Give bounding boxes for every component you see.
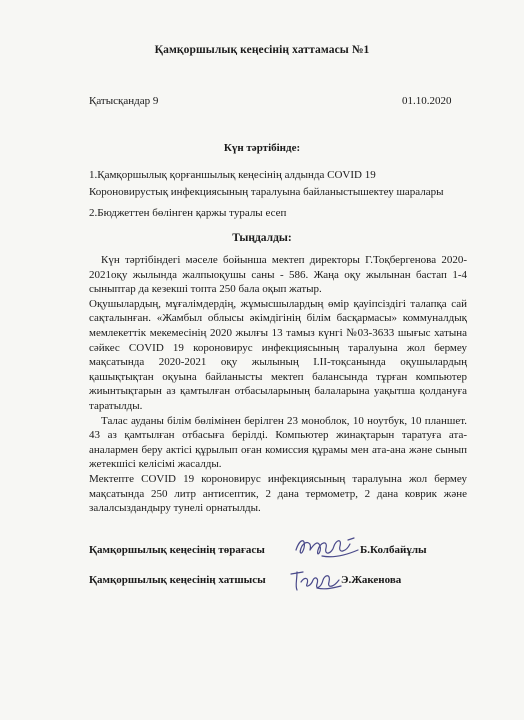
heard-heading: Тыңдалды:: [232, 232, 292, 244]
paragraph-3: Талас ауданы білім бөлімінен берілген 23 моноблок, 10 ноутбук, 10 планшет. 43 аз қамтылған отбасыға берілді. Компьютер жинақтарын таратуға ата-аналармен беру актісі құрылып оған комиссия құрамы мен ата-ана және сынып жетекшісі келісімі жасалды.: [89, 414, 467, 471]
agenda-heading: Күн тәртібінде:: [223, 142, 301, 154]
document-date: 01.10.2020: [402, 95, 452, 107]
chairman-signature-row: [89, 538, 469, 560]
attendees-count: Қатысқандар 9: [89, 95, 159, 107]
agenda-item-1-line-2: Короновирустық инфекциясының таралуына байланыстышектеу шаралары: [89, 185, 444, 198]
chairman-title: Қамқоршылық кеңесінің төрағасы: [89, 544, 265, 556]
secretary-signature-row: [89, 568, 469, 590]
paragraph-4: Мектепте COVID 19 короновирус инфекциясының таралуына жол бермеу мақсатында 250 литр антисептик, 2 дана термометр, 2 дана коврик және залалсыздандыру тунелі орнатылды.: [89, 472, 467, 515]
minutes-body: [89, 253, 467, 516]
chairman-signature-image: [292, 532, 364, 562]
secretary-title: Қамқоршылық кеңесінің хатшысы: [89, 574, 266, 586]
secretary-name: Э.Жакенова: [341, 574, 402, 586]
paragraph-1: Күн тәртібіндегі мәселе бойынша мектеп директоры Г.Тоқбергенова 2020-2021оқу жылында жалпыоқушы саны - 586. Жаңа оқу жылынан бастап 1-4 сыныптар да кезекші топта 250 бала оқып жатыр.: [89, 254, 467, 296]
chairman-name: Б.Колбайұлы: [360, 544, 427, 556]
agenda-item-2: 2.Бюджеттен бөлінген қаржы туралы есеп: [89, 207, 287, 219]
agenda-item-1-line-1: 1.Қамқоршылық қорғаншылық кеңесінің алдында COVID 19: [89, 169, 376, 181]
agenda-item-1: [89, 167, 444, 200]
paragraph-2: Оқушылардың, мұғалімдердің, жұмысшылардың өмір қауіпсіздігі талапқа сай сақталынған. «Жамбыл облысы әкімдігінің білім басқармасы» коммуналдық мемлекеттік мекемесінің 2020 жылғы 13 тамыз күнгі №03-3633 шығыс хатына сәйкес COVID 19 короновирус инфекциясының таралуына жол бермеу мақсатында 2020-2021 оқу жылының I.II-тоқсанында оқушылардың қашықтықтан оқуына байланысты мектеп балансында тұрған компьютер жиынтықтарын аз қамтылған отбасыларының балаларына уақытша қолдануға таратылды.: [89, 297, 467, 412]
secretary-signature-image: [287, 566, 345, 594]
document-title: Қамқоршылық кеңесінің хаттамасы №1: [154, 44, 370, 56]
